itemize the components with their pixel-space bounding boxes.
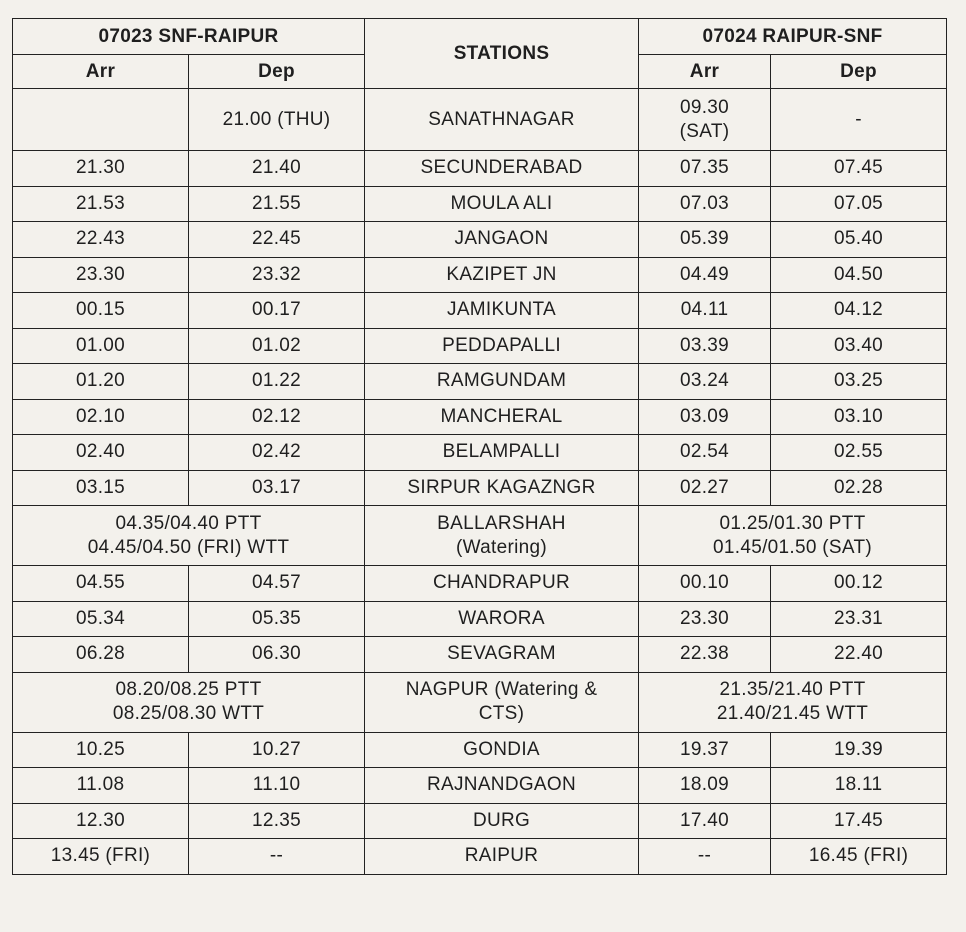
- station-cell: BELAMPALLI: [365, 435, 639, 471]
- down-dep-cell: 21.55: [189, 186, 365, 222]
- up-dep-cell: 07.05: [771, 186, 947, 222]
- down-dep-cell: 06.30: [189, 637, 365, 673]
- table-row: [13, 601, 947, 637]
- up-arr-cell: 04.11: [639, 293, 771, 329]
- down-arr-dep-cell: 08.20/08.25 PTT 08.25/08.30 WTT: [13, 672, 365, 732]
- up-dep-cell: 19.39: [771, 732, 947, 768]
- up-dep-cell: 17.45: [771, 803, 947, 839]
- down-arr-dep-cell: 04.35/04.40 PTT 04.45/04.50 (FRI) WTT: [13, 506, 365, 566]
- table-row: [13, 470, 947, 506]
- station-cell: JAMIKUNTA: [365, 293, 639, 329]
- down-dep-cell: 11.10: [189, 768, 365, 804]
- up-dep-cell: -: [771, 89, 947, 151]
- down-dep-cell: 01.22: [189, 364, 365, 400]
- up-arr-cell: 07.03: [639, 186, 771, 222]
- table-row: [13, 732, 947, 768]
- up-dep-cell: 04.12: [771, 293, 947, 329]
- up-dep-cell: 16.45 (FRI): [771, 839, 947, 875]
- up-arr-cell: 00.10: [639, 566, 771, 602]
- down-dep-cell: 05.35: [189, 601, 365, 637]
- up-arr-cell: 17.40: [639, 803, 771, 839]
- up-dep-cell: 04.50: [771, 257, 947, 293]
- up-dep-cell: 05.40: [771, 222, 947, 258]
- up-dep-cell: 07.45: [771, 151, 947, 187]
- up-dep-cell: 02.28: [771, 470, 947, 506]
- up-arr-cell: 02.27: [639, 470, 771, 506]
- table-row: [13, 186, 947, 222]
- table-row: [13, 803, 947, 839]
- up-dep-cell: 22.40: [771, 637, 947, 673]
- down-arr-cell: 11.08: [13, 768, 189, 804]
- station-cell: GONDIA: [365, 732, 639, 768]
- down-dep-cell: 21.00 (THU): [189, 89, 365, 151]
- down-arr-header: Arr: [13, 55, 189, 89]
- up-dep-cell: 03.40: [771, 328, 947, 364]
- down-arr-cell: 06.28: [13, 637, 189, 673]
- down-dep-cell: 02.42: [189, 435, 365, 471]
- down-arr-cell: 02.10: [13, 399, 189, 435]
- down-dep-header: Dep: [189, 55, 365, 89]
- down-arr-cell: 01.00: [13, 328, 189, 364]
- down-dep-cell: 22.45: [189, 222, 365, 258]
- table-row: [13, 637, 947, 673]
- down-train-header: 07023 SNF-RAIPUR: [13, 19, 365, 55]
- timetable-body: [13, 89, 947, 875]
- down-dep-cell: 03.17: [189, 470, 365, 506]
- table-row: [13, 506, 947, 566]
- up-arr-cell: 23.30: [639, 601, 771, 637]
- up-arr-cell: --: [639, 839, 771, 875]
- stations-header: STATIONS: [365, 19, 639, 89]
- up-arr-header: Arr: [639, 55, 771, 89]
- up-dep-cell: 02.55: [771, 435, 947, 471]
- down-dep-cell: 04.57: [189, 566, 365, 602]
- station-cell: RAMGUNDAM: [365, 364, 639, 400]
- down-arr-cell: 21.30: [13, 151, 189, 187]
- down-dep-cell: 10.27: [189, 732, 365, 768]
- table-row: [13, 89, 947, 151]
- down-arr-cell: 04.55: [13, 566, 189, 602]
- down-arr-cell: 10.25: [13, 732, 189, 768]
- table-row: [13, 566, 947, 602]
- up-arr-cell: 04.49: [639, 257, 771, 293]
- down-dep-cell: 00.17: [189, 293, 365, 329]
- down-dep-cell: --: [189, 839, 365, 875]
- down-arr-cell: 22.43: [13, 222, 189, 258]
- table-row: [13, 151, 947, 187]
- up-dep-cell: 00.12: [771, 566, 947, 602]
- up-arr-cell: 02.54: [639, 435, 771, 471]
- timetable: [12, 18, 947, 875]
- up-arr-cell: 03.09: [639, 399, 771, 435]
- table-row: [13, 293, 947, 329]
- up-arr-cell: 18.09: [639, 768, 771, 804]
- station-cell: BALLARSHAH (Watering): [365, 506, 639, 566]
- down-arr-cell: 02.40: [13, 435, 189, 471]
- station-cell: RAJNANDGAON: [365, 768, 639, 804]
- down-dep-cell: 02.12: [189, 399, 365, 435]
- down-dep-cell: 21.40: [189, 151, 365, 187]
- station-cell: JANGAON: [365, 222, 639, 258]
- up-train-header: 07024 RAIPUR-SNF: [639, 19, 947, 55]
- station-cell: RAIPUR: [365, 839, 639, 875]
- down-dep-cell: 12.35: [189, 803, 365, 839]
- down-dep-cell: 01.02: [189, 328, 365, 364]
- down-dep-cell: 23.32: [189, 257, 365, 293]
- down-arr-cell: 21.53: [13, 186, 189, 222]
- up-arr-cell: 09.30 (SAT): [639, 89, 771, 151]
- down-arr-cell: [13, 89, 189, 151]
- up-arr-cell: 07.35: [639, 151, 771, 187]
- table-row: [13, 257, 947, 293]
- up-arr-cell: 03.39: [639, 328, 771, 364]
- table-row: [13, 435, 947, 471]
- station-cell: SECUNDERABAD: [365, 151, 639, 187]
- up-dep-cell: 03.10: [771, 399, 947, 435]
- up-arr-cell: 05.39: [639, 222, 771, 258]
- down-arr-cell: 12.30: [13, 803, 189, 839]
- station-cell: NAGPUR (Watering & CTS): [365, 672, 639, 732]
- up-arr-cell: 19.37: [639, 732, 771, 768]
- table-row: [13, 222, 947, 258]
- table-row: [13, 364, 947, 400]
- up-arr-dep-cell: 21.35/21.40 PTT 21.40/21.45 WTT: [639, 672, 947, 732]
- station-cell: MANCHERAL: [365, 399, 639, 435]
- station-cell: SIRPUR KAGAZNGR: [365, 470, 639, 506]
- down-arr-cell: 23.30: [13, 257, 189, 293]
- up-arr-dep-cell: 01.25/01.30 PTT 01.45/01.50 (SAT): [639, 506, 947, 566]
- station-cell: PEDDAPALLI: [365, 328, 639, 364]
- down-arr-cell: 05.34: [13, 601, 189, 637]
- down-arr-cell: 00.15: [13, 293, 189, 329]
- table-row: [13, 328, 947, 364]
- up-dep-cell: 03.25: [771, 364, 947, 400]
- station-cell: DURG: [365, 803, 639, 839]
- table-row: [13, 768, 947, 804]
- station-cell: MOULA ALI: [365, 186, 639, 222]
- down-arr-cell: 01.20: [13, 364, 189, 400]
- up-arr-cell: 03.24: [639, 364, 771, 400]
- up-dep-cell: 23.31: [771, 601, 947, 637]
- up-dep-cell: 18.11: [771, 768, 947, 804]
- table-row: [13, 839, 947, 875]
- station-cell: SEVAGRAM: [365, 637, 639, 673]
- station-cell: CHANDRAPUR: [365, 566, 639, 602]
- up-arr-cell: 22.38: [639, 637, 771, 673]
- station-cell: SANATHNAGAR: [365, 89, 639, 151]
- table-row: [13, 672, 947, 732]
- station-cell: KAZIPET JN: [365, 257, 639, 293]
- down-arr-cell: 13.45 (FRI): [13, 839, 189, 875]
- station-cell: WARORA: [365, 601, 639, 637]
- down-arr-cell: 03.15: [13, 470, 189, 506]
- up-dep-header: Dep: [771, 55, 947, 89]
- table-row: [13, 399, 947, 435]
